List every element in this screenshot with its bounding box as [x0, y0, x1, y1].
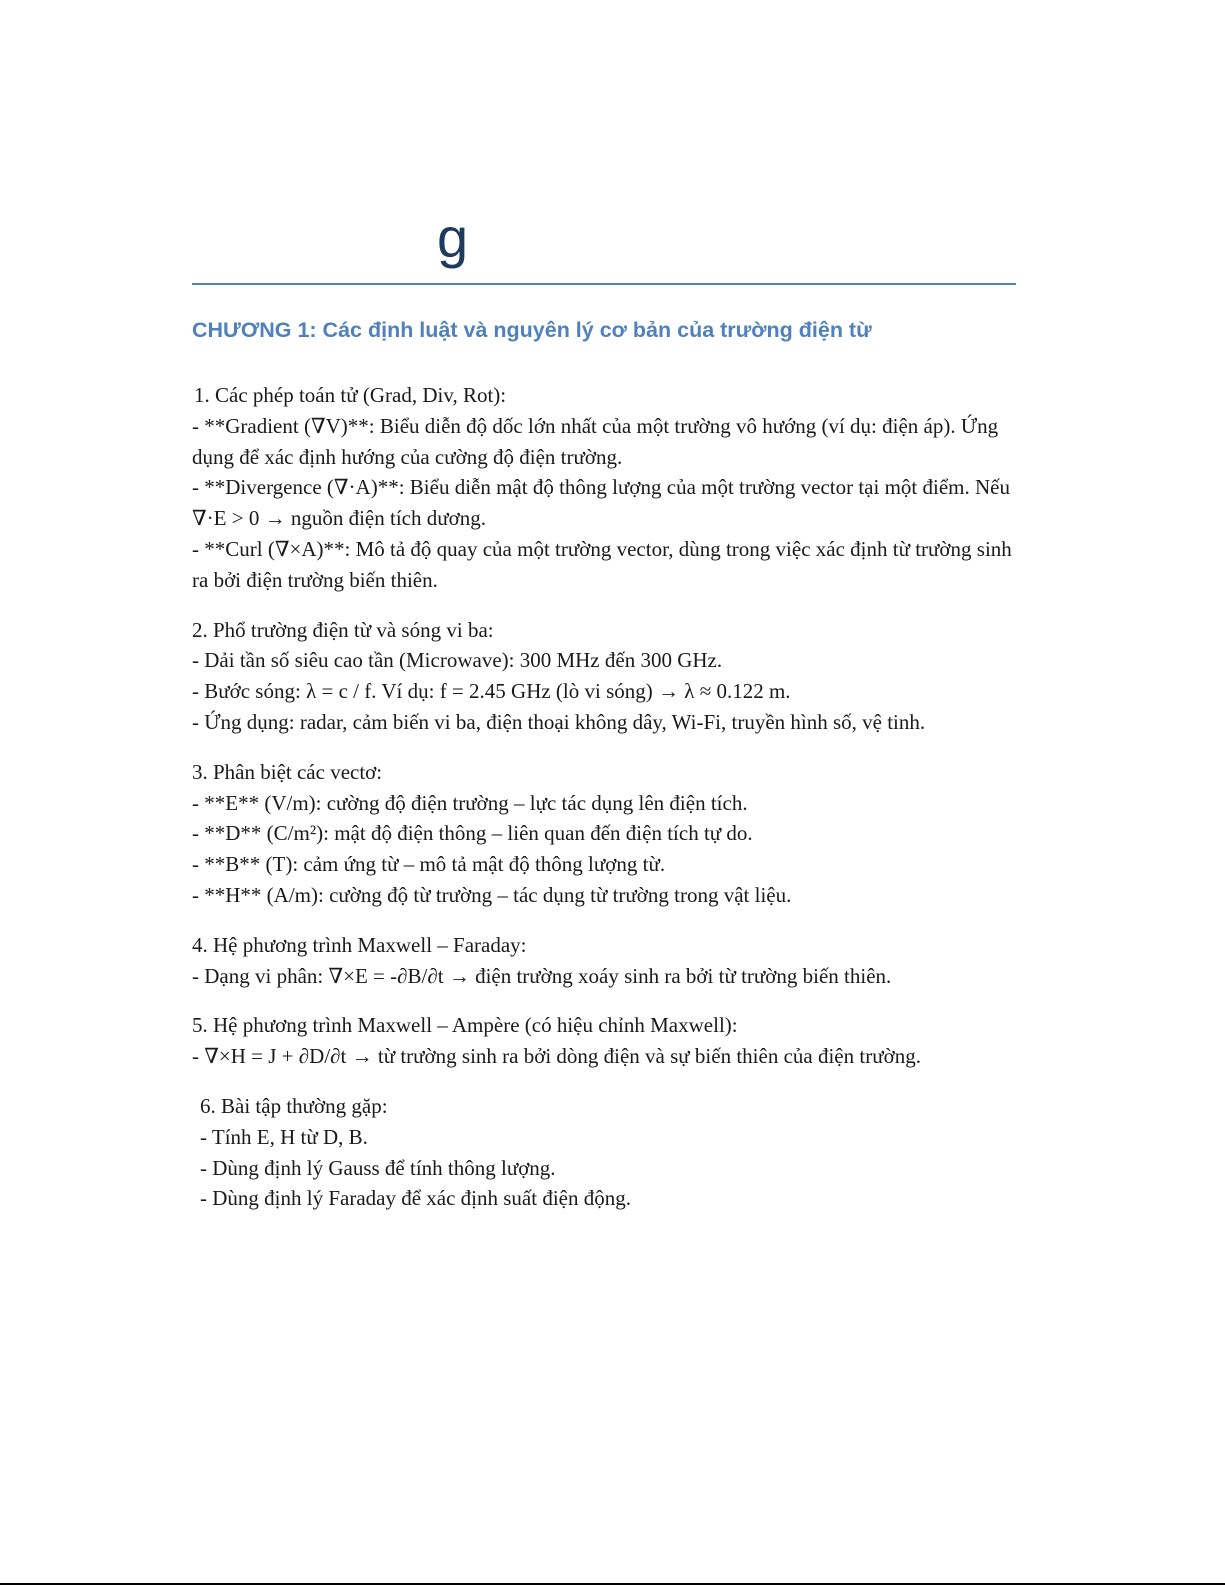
section-vectors	[192, 757, 1020, 911]
section-heading: 6. Bài tập thường gặp:	[200, 1093, 388, 1118]
list-item: - ∇×H = J + ∂D/∂t → từ trường sinh ra bởi dòng điện và sự biến thiên của điện trường.	[192, 1044, 921, 1069]
section-spectrum	[192, 615, 1020, 738]
list-item: - Tính E, H từ D, B.	[200, 1124, 368, 1149]
list-item: - **Gradient (∇V)**: Biểu diễn độ dốc lớn nhất của một trường vô hướng (ví dụ: điện áp). Ứng dụng để xác định hướng của cường độ điện trường.	[192, 413, 999, 469]
list-item: - **D** (C/m²): mật độ điện thông – liên quan đến điện tích tự do.	[192, 821, 753, 846]
section-exercises	[192, 1091, 1020, 1214]
section-heading: 2. Phổ trường điện từ và sóng vi ba:	[192, 617, 494, 642]
section-ampere	[192, 1010, 1020, 1072]
list-item: - **Curl (∇×A)**: Mô tả độ quay của một trường vector, dùng trong việc xác định từ trường sinh ra bởi điện trường biến thiên.	[192, 536, 1012, 592]
list-item: - Bước sóng: λ = c / f. Ví dụ: f = 2.45 GHz (lò vi sóng) → λ ≈ 0.122 m.	[192, 679, 791, 704]
list-item: - **H** (A/m): cường độ từ trường – tác dụng từ trường trong vật liệu.	[192, 882, 792, 907]
list-item: - **Divergence (∇·A)**: Biểu diễn mật độ thông lượng của một trường vector tại một điểm. Nếu ∇·E > 0 → nguồn điện tích dương.	[192, 475, 1010, 531]
title-glyph: g	[437, 206, 469, 269]
section-heading: 1. Các phép toán tử (Grad, Div, Rot):	[194, 383, 507, 407]
document-body	[192, 380, 1020, 1233]
list-item: - Dải tần số siêu cao tần (Microwave): 300 MHz đến 300 GHz.	[192, 648, 723, 673]
section-faraday	[192, 930, 1020, 992]
list-item: - Ứng dụng: radar, cảm biến vi ba, điện thoại không dây, Wi-Fi, truyền hình số, vệ tinh.	[192, 709, 926, 734]
list-item: - **B** (T): cảm ứng từ – mô tả mật độ thông lượng từ.	[192, 852, 666, 877]
list-item: - **E** (V/m): cường độ điện trường – lực tác dụng lên điện tích.	[192, 790, 748, 815]
chapter-heading: CHƯƠNG 1: Các định luật và nguyên lý cơ bản của trường điện từ	[192, 318, 872, 342]
section-operators	[192, 380, 1020, 596]
list-item: - Dùng định lý Gauss để tính thông lượng.	[200, 1155, 556, 1180]
section-heading: 5. Hệ phương trình Maxwell – Ampère (có hiệu chỉnh Maxwell):	[192, 1013, 738, 1038]
section-heading: 3. Phân biệt các vectơ:	[192, 759, 383, 784]
document-title-fragment	[437, 206, 469, 272]
section-heading: 4. Hệ phương trình Maxwell – Faraday:	[192, 932, 527, 957]
list-item: - Dạng vi phân: ∇×E = -∂B/∂t → điện trường xoáy sinh ra bởi từ trường biến thiên.	[192, 963, 892, 988]
list-item: - Dùng định lý Faraday để xác định suất điện động.	[200, 1186, 631, 1211]
title-underline-rule	[192, 283, 1016, 285]
